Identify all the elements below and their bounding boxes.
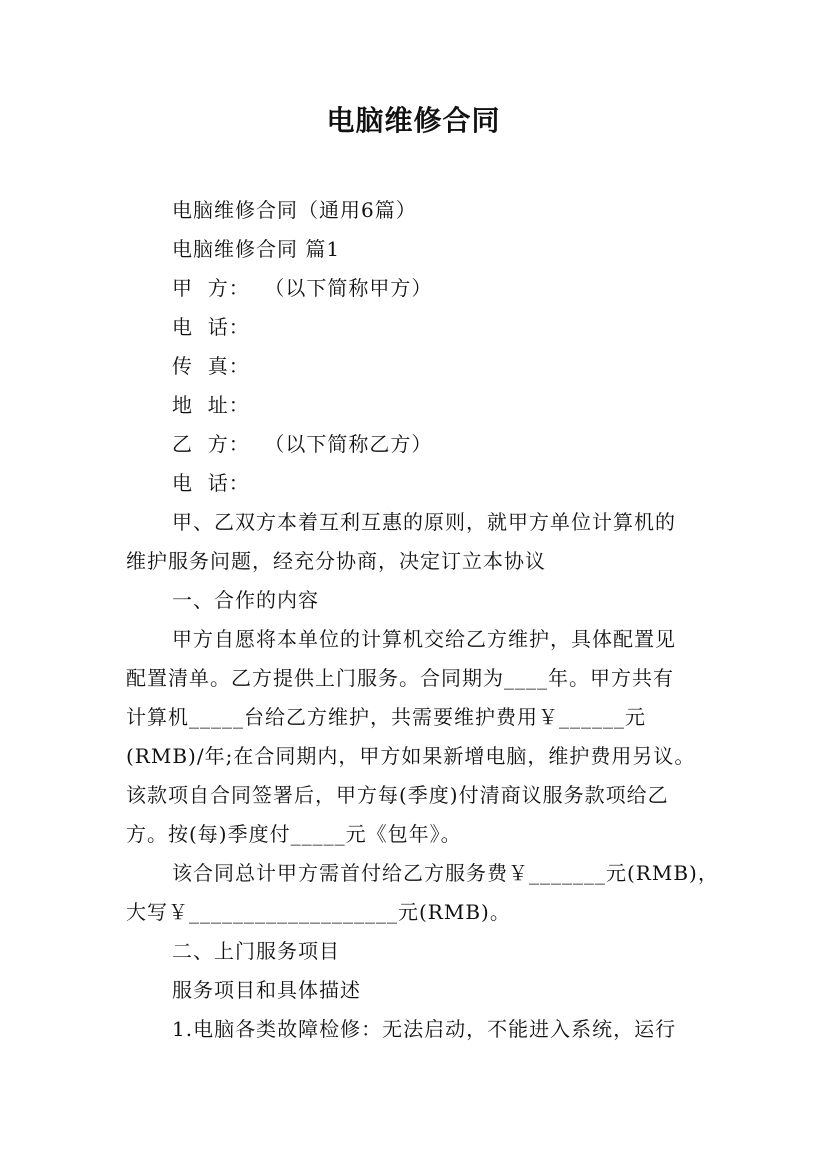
section-heading-1: 一、合作的内容 bbox=[172, 588, 319, 612]
fee-line-1: 该合同总计甲方需首付给乙方服务费￥_______元(RMB)， bbox=[172, 861, 719, 885]
party-a-fax: 传 真： bbox=[172, 354, 250, 378]
content-line-2: 配置清单。乙方提供上门服务。合同期为____年。甲方共有 bbox=[126, 666, 674, 690]
party-a-line: 甲 方： （以下简称甲方） bbox=[172, 276, 433, 300]
doc-subtitle: 电脑维修合同（通用6篇） bbox=[172, 198, 417, 222]
service-item-1: 1.电脑各类故障检修：无法启动，不能进入系统，运行 bbox=[172, 1017, 677, 1041]
content-line-6: 方。按(每)季度付_____元《包年》。 bbox=[126, 822, 462, 846]
preamble-line-2: 维护服务问题，经充分协商，决定订立本协议 bbox=[126, 549, 546, 573]
content-line-3: 计算机_____台给乙方维护，共需要维护费用￥______元 bbox=[126, 705, 646, 729]
party-a-phone: 电 话： bbox=[172, 315, 250, 339]
party-b-phone: 电 话： bbox=[172, 471, 250, 495]
section-heading-2: 二、上门服务项目 bbox=[172, 939, 340, 963]
chapter-heading: 电脑维修合同 篇1 bbox=[172, 237, 341, 261]
document-title: 电脑维修合同 bbox=[326, 104, 501, 137]
preamble-line-1: 甲、乙双方本着互利互惠的原则，就甲方单位计算机的 bbox=[172, 510, 676, 534]
party-a-address: 地 址： bbox=[172, 393, 250, 417]
content-line-4: (RMB)/年;在合同期内，甲方如果新增电脑，维护费用另议。 bbox=[126, 744, 696, 768]
content-line-1: 甲方自愿将本单位的计算机交给乙方维护，具体配置见 bbox=[172, 627, 676, 651]
fee-line-2: 大写￥___________________元(RMB)。 bbox=[126, 900, 511, 924]
content-line-5: 该款项自合同签署后，甲方每(季度)付清商议服务款项给乙 bbox=[126, 783, 669, 807]
service-items-heading: 服务项目和具体描述 bbox=[172, 978, 361, 1002]
party-b-line: 乙 方： （以下简称乙方） bbox=[172, 432, 433, 456]
